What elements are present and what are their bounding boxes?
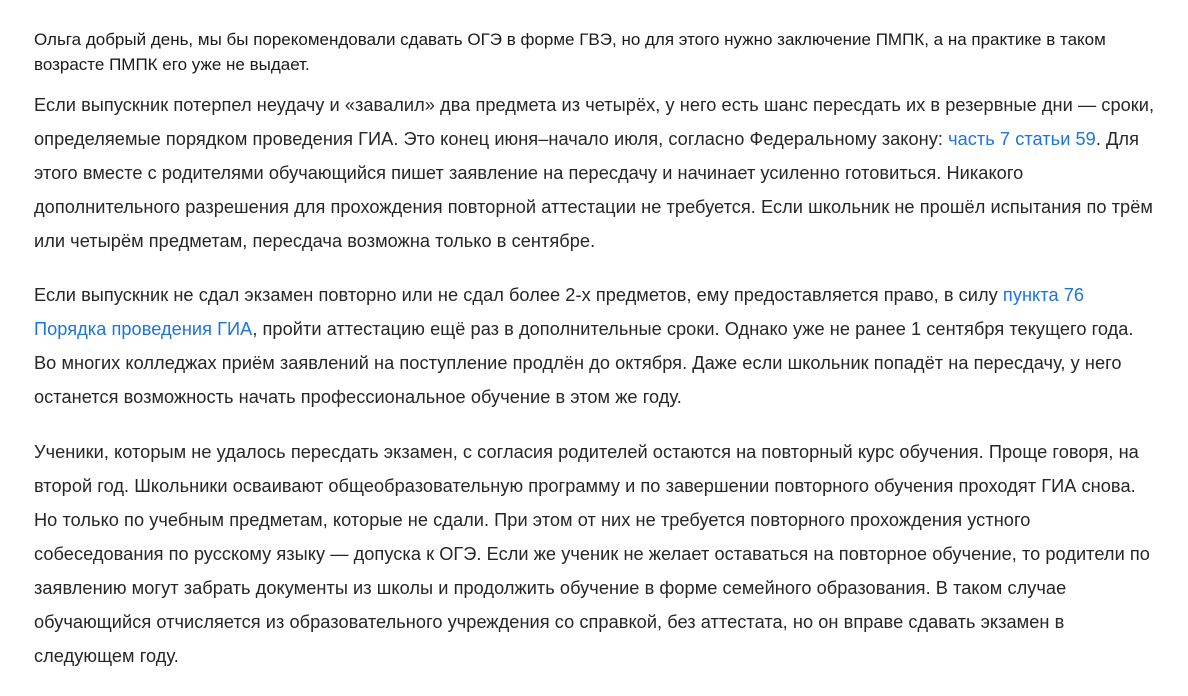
comment-body: Ольга добрый день, мы бы порекомендовали сдавать ОГЭ в форме ГВЭ, но для этого нужно заключение ПМПК, а на практике в таком возрасте ПМПК его уже не выдает.: [34, 30, 1106, 74]
law-article-link[interactable]: часть 7 статьи 59: [948, 129, 1096, 149]
paragraph-1-text-end: . Для этого вместе с родителями обучающийся пишет заявление на пересдачу и начинает усиленно готовиться. Никакого дополнительного разрешения для прохождения повторной аттестации не требуется. Если школьник не прошёл испытания по трём или четырём предметам, пересдача возможна только в сентябре.: [34, 129, 1153, 251]
article-paragraph-3: [34, 435, 1158, 673]
paragraph-3-text: Ученики, которым не удалось пересдать экзамен, с согласия родителей остаются на повторный курс обучения. Проще говоря, на второй год. Школьники осваивают общеобразовательную программу и по завершении повторного обучения проходят ГИА снова. Но только по учебным предметам, которые не сдали. При этом от них не требуется повторного прохождения устного собеседования по русскому языку — допуска к ОГЭ. Если же ученик не желает оставаться на повторное обучение, то родители по заявлению могут забрать документы из школы и продолжить обучение в форме семейного образования. В таком случае обучающийся отчисляется из образовательного учреждения со справкой, без аттестата, но он вправе сдавать экзамен в следующем году.: [34, 442, 1150, 666]
article-paragraph-1: [34, 88, 1158, 258]
gia-procedure-link[interactable]: пункта 76 Порядка проведения ГИА: [34, 285, 1085, 339]
paragraph-1-text-start: Если выпускник потерпел неудачу и «завалил» два предмета из четырёх, у него есть шанс пересдать их в резервные дни — сроки, определяемые порядком проведения ГИА. Это конец июня–начало июля, согласно Федеральному закону:: [34, 95, 1155, 149]
paragraph-2-text-start: Если выпускник не сдал экзамен повторно или не сдал более 2-х предметов, ему предоставляется право, в силу: [34, 285, 1003, 305]
article-paragraph-2: [34, 278, 1158, 414]
comment-text: [34, 27, 1154, 77]
paragraph-2-text-end: , пройти аттестацию ещё раз в дополнительные сроки. Однако уже не ранее 1 сентября текущего года. Во многих колледжах приём заявлений на поступление продлён до октября. Даже если школьник попадёт на пересдачу, у него останется возможность начать профессиональное обучение в этом же году.: [34, 319, 1134, 407]
